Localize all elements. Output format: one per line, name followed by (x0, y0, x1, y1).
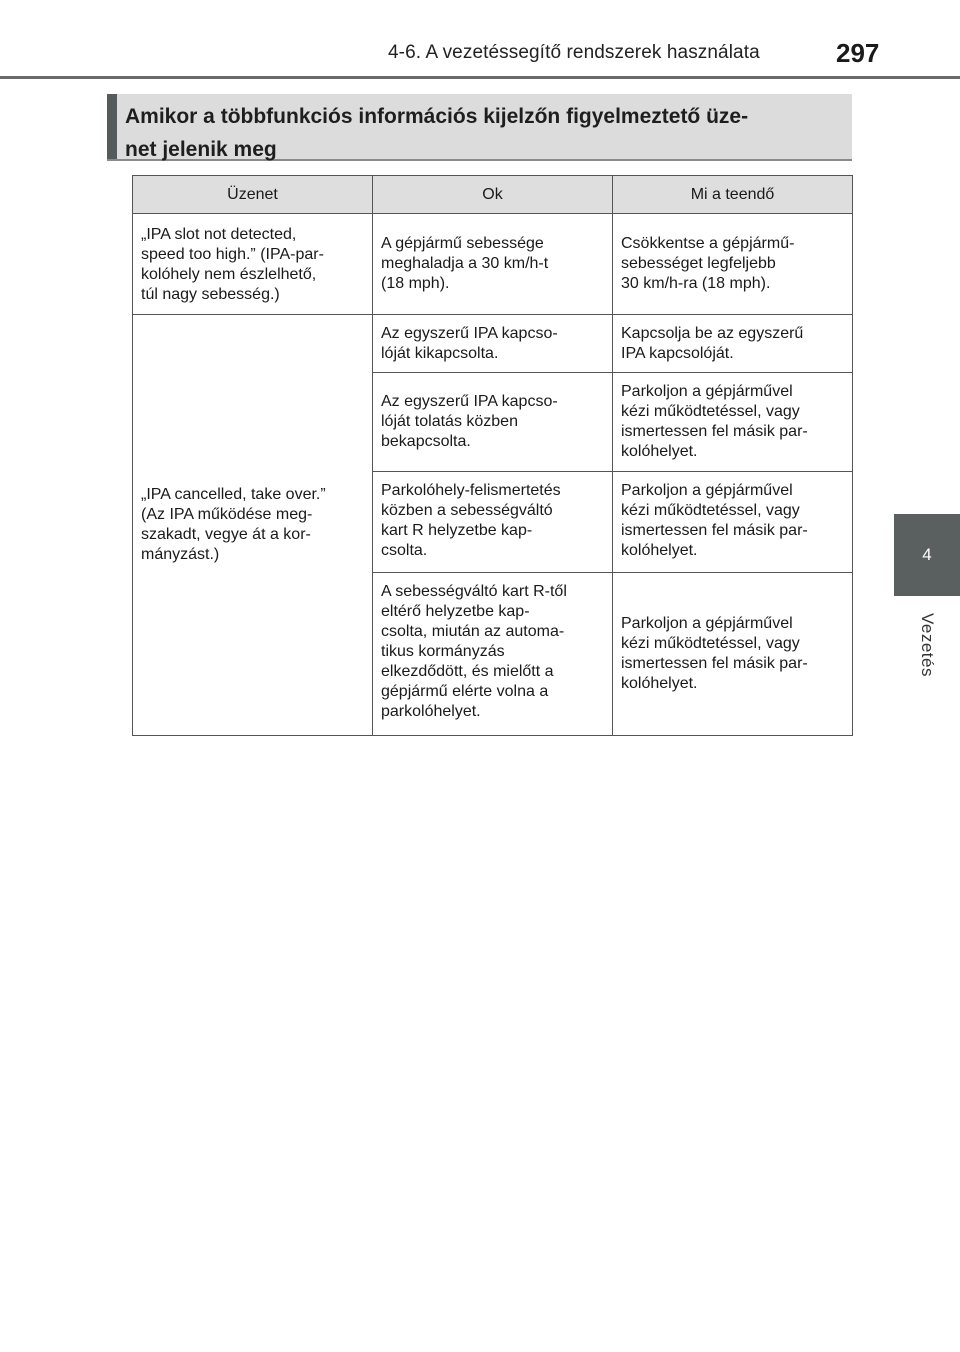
cause-text: Parkolóhely-felismertetés közben a sebességváltó kart R helyzetbe kap- csolta. (381, 482, 561, 559)
table-cell-cause (373, 573, 613, 736)
action-text: Kapcsolja be az egyszerű IPA kapcsolóját. (621, 325, 804, 362)
column-header-message: Üzenet (133, 176, 373, 214)
message-text: „IPA slot not detected, speed too high.” (IPA-par- kolóhely nem észlelhető, túl nagy sebesség.) (141, 226, 324, 303)
section-title: Amikor a többfunkciós információs kijelzőn figyelmeztető üze- net jelenik meg (125, 105, 749, 161)
message-text: „IPA cancelled, take over.” (Az IPA működése meg- szakadt, vegye át a kor- mányzást.) (141, 486, 326, 563)
action-text: Csökkentse a gépjármű- sebességet legfeljebb 30 km/h-ra (18 mph). (621, 235, 795, 292)
page-number: 297 (836, 38, 880, 68)
action-text: Parkoljon a gépjárművel kézi működtetéssel, vagy ismertessen fel másik par- kolóhelyet. (621, 615, 808, 692)
table-cell-message (133, 214, 373, 315)
cause-text: Az egyszerű IPA kapcso- lóját tolatás közben bekapcsolta. (381, 393, 558, 450)
section-accent-bar (107, 94, 117, 159)
table-cell-action (613, 315, 853, 373)
cause-text: A sebességváltó kart R-től eltérő helyzetbe kap- csolta, miután az automa- tikus kormányzás elkezdődött, és mielőtt a gépjármű elérte volna a parkolóhelyet. (381, 583, 567, 720)
table-cell-action (613, 472, 853, 573)
column-header-action: Mi a teendő (613, 176, 853, 214)
table-cell-action (613, 373, 853, 472)
chapter-label-wrap (894, 604, 960, 686)
chapter-tab (894, 514, 960, 596)
section-heading-box (107, 94, 852, 161)
table-cell-action (613, 573, 853, 736)
running-header: 4-6. A vezetéssegítő rendszerek használata (388, 42, 760, 63)
action-text: Parkoljon a gépjárművel kézi működtetéssel, vagy ismertessen fel másik par- kolóhelyet. (621, 383, 808, 460)
action-text: Parkoljon a gépjárművel kézi működtetéssel, vagy ismertessen fel másik par- kolóhelyet. (621, 482, 808, 559)
table-header-row (133, 176, 853, 214)
table-row (133, 315, 853, 373)
message-table (132, 175, 853, 736)
table-cell-cause (373, 373, 613, 472)
table-cell-cause (373, 315, 613, 373)
cause-text: Az egyszerű IPA kapcso- lóját kikapcsolta. (381, 325, 558, 362)
chapter-number: 4 (922, 545, 932, 564)
header-divider (0, 76, 960, 79)
table-cell-cause (373, 472, 613, 573)
chapter-label: Vezetés (918, 613, 937, 677)
table-cell-cause (373, 214, 613, 315)
table-cell-message (133, 315, 373, 736)
table-row (133, 214, 853, 315)
column-header-cause: Ok (373, 176, 613, 214)
cause-text: A gépjármű sebessége meghaladja a 30 km/h-t (18 mph). (381, 235, 549, 292)
table-cell-action (613, 214, 853, 315)
